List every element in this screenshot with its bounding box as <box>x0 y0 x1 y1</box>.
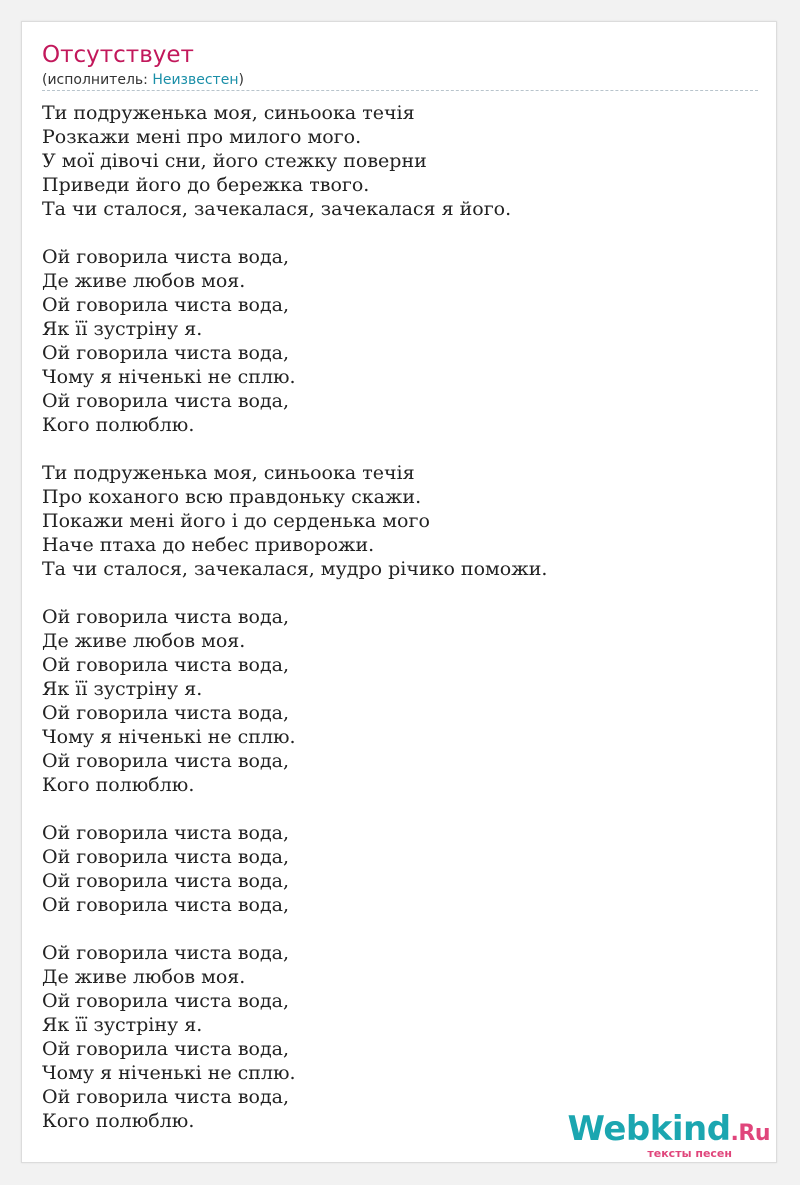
lyrics-stanza <box>42 821 547 917</box>
lyrics-line: Чому я ніченькі не сплю. <box>42 726 296 748</box>
lyrics-stanza <box>42 941 547 1133</box>
lyrics-line: Ой говорила чиста вода, <box>42 846 290 868</box>
lyrics-line: Ой говорила чиста вода, <box>42 1086 290 1108</box>
lyrics-line: Ой говорила чиста вода, <box>42 246 290 268</box>
lyrics-line: Ой говорила чиста вода, <box>42 342 290 364</box>
lyrics-line: Чому я ніченькі не сплю. <box>42 366 296 388</box>
title-divider <box>42 90 758 91</box>
lyrics-line: Кого полюблю. <box>42 1110 195 1132</box>
performer-suffix: ) <box>238 72 244 88</box>
lyrics-line: Приведи його до бережка твого. <box>42 174 370 196</box>
lyrics-stanza <box>42 461 547 581</box>
lyrics-line: Ой говорила чиста вода, <box>42 942 290 964</box>
lyrics-line: Ой говорила чиста вода, <box>42 894 290 916</box>
lyrics-line: Де живе любов моя. <box>42 966 246 988</box>
lyrics-line: Як її зустріну я. <box>42 318 203 340</box>
lyrics-line: Як її зустріну я. <box>42 678 203 700</box>
lyrics-line: Ой говорила чиста вода, <box>42 390 290 412</box>
lyrics-line: Кого полюблю. <box>42 414 195 436</box>
lyrics-line: Де живе любов моя. <box>42 270 246 292</box>
performer-prefix: (исполнитель: <box>42 72 153 88</box>
logo-tld: .Ru <box>730 1121 770 1146</box>
lyrics-line: Ой говорила чиста вода, <box>42 870 290 892</box>
lyrics-line: Як її зустріну я. <box>42 1014 203 1036</box>
performer-line <box>42 71 244 89</box>
logo-tagline: тексты песен <box>647 1147 732 1160</box>
lyrics-line: Покажи мені його і до серденька мого <box>42 510 430 532</box>
lyrics-line: Де живе любов моя. <box>42 630 246 652</box>
lyrics-line: Ой говорила чиста вода, <box>42 990 290 1012</box>
logo-name: Webkind <box>567 1109 731 1149</box>
lyrics-stanza <box>42 245 547 437</box>
lyrics-text <box>42 101 547 1157</box>
lyrics-line: Чому я ніченькі не сплю. <box>42 1062 296 1084</box>
lyrics-line: Ой говорила чиста вода, <box>42 750 290 772</box>
song-title: Отсутствует <box>42 42 194 68</box>
lyrics-card <box>21 21 777 1163</box>
lyrics-stanza <box>42 101 547 221</box>
logo-wordmark <box>568 1111 770 1152</box>
site-logo[interactable] <box>568 1111 770 1160</box>
lyrics-line: Ти подруженька моя, синьоока течія <box>42 102 415 124</box>
lyrics-line: Та чи сталося, зачекалася, зачекалася я його. <box>42 198 512 220</box>
lyrics-stanza <box>42 605 547 797</box>
lyrics-line: Ой говорила чиста вода, <box>42 822 290 844</box>
lyrics-line: Ой говорила чиста вода, <box>42 1038 290 1060</box>
lyrics-line: Розкажи мені про милого мого. <box>42 126 362 148</box>
lyrics-line: Ой говорила чиста вода, <box>42 654 290 676</box>
lyrics-line: Наче птаха до небес приворожи. <box>42 534 375 556</box>
lyrics-line: Ой говорила чиста вода, <box>42 606 290 628</box>
performer-link[interactable]: Неизвестен <box>152 72 239 88</box>
lyrics-line: Та чи сталося, зачекалася, мудро річико поможи. <box>42 558 548 580</box>
lyrics-line: Ти подруженька моя, синьоока течія <box>42 462 415 484</box>
lyrics-line: Ой говорила чиста вода, <box>42 702 290 724</box>
lyrics-line: Про коханого всю правдоньку скажи. <box>42 486 422 508</box>
lyrics-line: Кого полюблю. <box>42 774 195 796</box>
lyrics-line: Ой говорила чиста вода, <box>42 294 290 316</box>
lyrics-line: У мої дівочі сни, його стежку поверни <box>42 150 427 172</box>
